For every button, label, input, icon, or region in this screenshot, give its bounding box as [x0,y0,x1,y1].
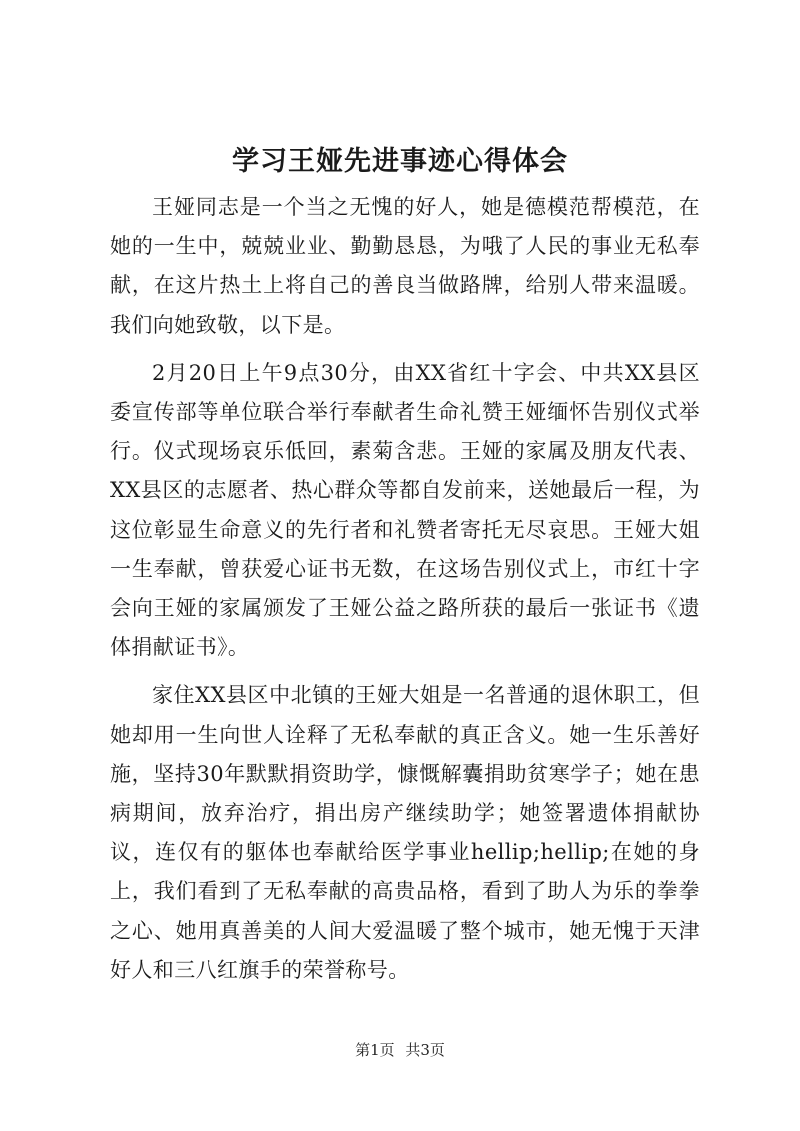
page-total: 共3页 [405,1041,445,1059]
paragraph-1: 王娅同志是一个当之无愧的好人，她是德模范帮模范，在她的一生中，兢兢业业、勤勤恳恳，为哦了人民的事业无私奉献，在这片热土上将自己的善良当做路牌，给别人带来温暖。我们向她致敬，以下是。 [110,195,700,337]
document-title: 学习王娅先进事迹心得体会 [232,146,568,177]
page-footer [0,1040,800,1060]
paragraph-3: 家住XX县区中北镇的王娅大姐是一名普通的退休职工，但她却用一生向世人诠释了无私奉献的真正含义。她一生乐善好施，坚持30年默默捐资助学，慷慨解囊捐助贫寒学子；她在患病期间，放弃治疗，捐出房产继续助学；她签署遗体捐献协议，连仅有的躯体也奉献给医学事业hellip;hellip;在她的身上，我们看到了无私奉献的高贵品格，看到了助人为乐的拳拳之心、她用真善美的人间大爱温暖了整个城市，她无愧于天津好人和三八红旗手的荣誉称号。 [110,683,700,982]
document-body [110,188,700,999]
paragraph-2: 2月20日上午9点30分，由XX省红十字会、中共XX县区委宣传部等单位联合举行奉献者生命礼赞王娅缅怀告别仪式举行。仪式现场哀乐低回，素菊含悲。王娅的家属及朋友代表、XX县区的志愿者、热心群众等都自发前来，送她最后一程，为这位彰显生命意义的先行者和礼赞者寄托无尽哀思。王娅大姐一生奉献，曾获爱心证书无数，在这场告别仪式上，市红十字会向王娅的家属颁发了王娅公益之路所获的最后一张证书《遗体捐献证书》。 [110,360,700,660]
page-number: 第1页 [355,1041,395,1059]
